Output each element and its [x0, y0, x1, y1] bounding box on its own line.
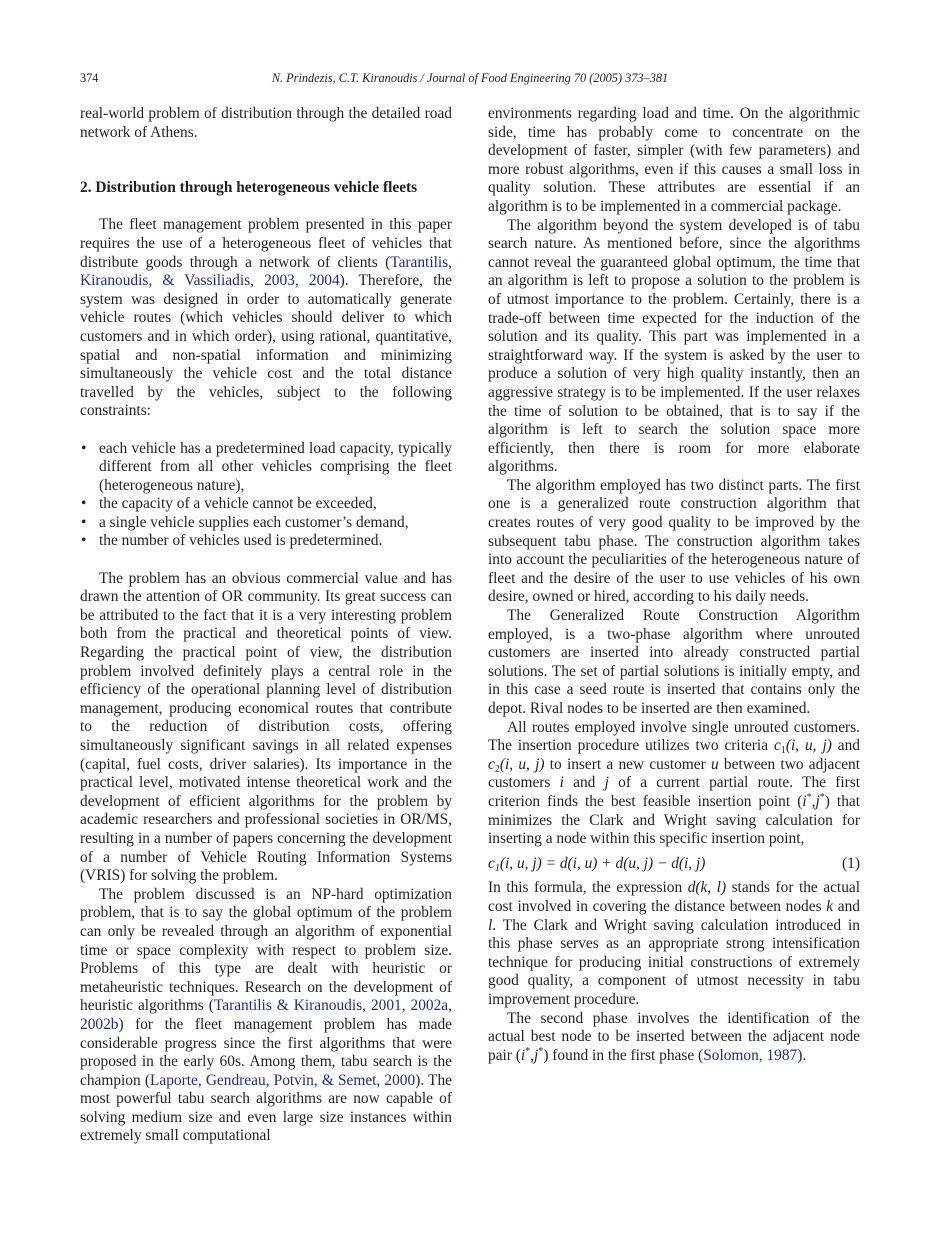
list-item: • a single vehicle supplies each customer’s demand,: [80, 514, 452, 533]
paragraph: The problem discussed is an NP-hard optimization problem, that is to say the global optimum of the problem can only be revealed through an algorithm of exponential time or space complexity with respect to problem size. Problems of this type are dealt with heuristic or metaheuristic techniques. Research on the development of heuristic algorithms (Tarantilis & Kiranoudis, 2001, 2002a, 2002b) for the fleet management problem has made considerable progress since the first algorithms that were proposed in the early 60s. Among them, tabu search is the champion (Laporte, Gendreau, Potvin, & Semet, 2000). The most powerful tabu search algorithms are now capable of solving medium size and even large size instances within extremely small computational: [80, 885, 452, 1145]
equation-number: (1): [842, 854, 860, 872]
equation-1: [488, 855, 860, 874]
running-title: N. Prindezis, C.T. Kiranoudis / Journal of Food Engineering 70 (2005) 373–381: [271, 71, 669, 85]
citation-link[interactable]: Tarantilis & Kiranoudis, 2001, 2002a, 2002b: [80, 997, 452, 1033]
page-number: 374: [80, 71, 99, 85]
right-column: [488, 105, 860, 1065]
paragraph: The algorithm beyond the system developed is of tabu search nature. As mentioned before, since the algorithms cannot reveal the guaranteed global optimum, the time that an algorithm is left to propose a solution to the problem is of utmost importance to the problem. Certainly, there is a trade-off between time expected for the induction of the solution and its quality. This part was implemented in a straightforward way. If the system is asked by the user to produce a solution of very high quality instantly, then an aggressive strategy is to be implemented. If the user relaxes the time of solution to be obtained, that is to say if the algorithm is left to search the solution space more efficiently, then there is room for more elaborate algorithms.: [488, 216, 860, 476]
paragraph: In this formula, the expression d(k, l) stands for the actual cost involved in covering the distance between nodes k and l. The Clark and Wright saving calculation introduced in this phase serves as an appropriate strong intensification technique for producing initial constructions of extremely good quality, a component of utmost necessity in tabu improvement procedure.: [488, 879, 860, 1008]
constraints-list: [80, 440, 452, 552]
running-header: [80, 71, 860, 89]
paragraph: The fleet management problem presented in this paper requires the use of a heterogeneous fleet of vehicles that distribute goods through a network of clients (Tarantilis, Kiranoudis, & Vassiliadis, 2003, 2004). Therefore, the system was designed in order to automatically generate vehicle routes (which vehicles should deliver to which customers and in which order), using rational, quantitative, spatial and non-spatial information and minimizing simultaneously the vehicle cost and the total distance travelled by the vehicles, subject to the following constraints:: [80, 216, 452, 420]
list-item: • the number of vehicles used is predetermined.: [80, 532, 452, 551]
paragraph: The problem has an obvious commercial value and has drawn the attention of OR community. Its great success can be attributed to the fact that it is a very interesting problem both from the practical and theoretical points of view. Regarding the practical point of view, the distribution problem involved definitely plays a central role in the efficiency of the operational planning level of distribution management, producing economical routes that contribute to the reduction of distribution costs, offering simultaneously significant savings in all related expenses (capital, fuel costs, driver salaries). Its importance in the practical level, motivated intense theoretical work and the development of efficient algorithms for the problem by academic researchers and professional societies in OR/MS, resulting in a number of papers concerning the development of a number of Vehicle Routing Information Systems (VRIS) for solving the problem.: [80, 569, 452, 885]
list-item: • each vehicle has a predetermined load capacity, typically different from all other vehicles comprising the fleet (heterogeneous nature),: [80, 440, 452, 496]
paragraph: The second phase involves the identification of the actual best node to be inserted between the adjacent node pair (i*,j*) found in the first phase (Solomon, 1987).: [488, 1009, 860, 1064]
paragraph: environments regarding load and time. On the algorithmic side, time has probably come to concentrate on the development of faster, simpler (with few parameters) and more robust algorithms, even if this causes a small loss in quality solution. These attributes are essential if an algorithm is to be implemented in a commercial package.: [488, 105, 860, 215]
equation-body: $c_1(i$, u, j) = d(i, u) + d(u, j) − d(i, j): [488, 854, 706, 874]
citation-link[interactable]: Tarantilis, Kiranoudis, & Vassiliadis, 2003, 2004: [80, 253, 452, 290]
list-item: • the capacity of a vehicle cannot be exceeded,: [80, 495, 452, 514]
citation-link[interactable]: Laporte, Gendreau, Potvin, & Semet, 2000: [149, 1071, 416, 1089]
paragraph: The Generalized Route Construction Algorithm employed, is a two-phase algorithm where unrouted customers are inserted into already constructed partial solutions. The set of partial solutions is initially empty, and in this case a seed route is inserted that contains only the depot. Rival nodes to be inserted are then examined.: [488, 607, 860, 717]
intro-tail-paragraph: real-world problem of distribution through the detailed road network of Athens.: [80, 105, 452, 141]
citation-link[interactable]: Solomon, 1987: [703, 1046, 798, 1064]
paragraph: All routes employed involve single unrouted customers. The insertion procedure utilizes two criteria $c_1(i$, u, j) and $c_2(i$, u, j) to insert a new customer u between two adjacent customers i and j of a current partial route. The first criterion finds the best feasible insertion point (i*,j*) that minimizes the Clark and Wright saving calculation for inserting a node within this specific insertion point,: [488, 718, 861, 848]
left-column: [80, 105, 452, 1146]
paragraph: The algorithm employed has two distinct parts. The first one is a generalized route construction algorithm that creates routes of very good quality to be improved by the subsequent tabu phase. The construction algorithm takes into account the peculiarities of the heterogeneous nature of fleet and the desire of the user to use vehicles of his own desire, owned or hired, according to his daily needs.: [488, 476, 860, 606]
section-heading: 2. Distribution through heterogeneous vehicle fleets: [80, 179, 418, 197]
